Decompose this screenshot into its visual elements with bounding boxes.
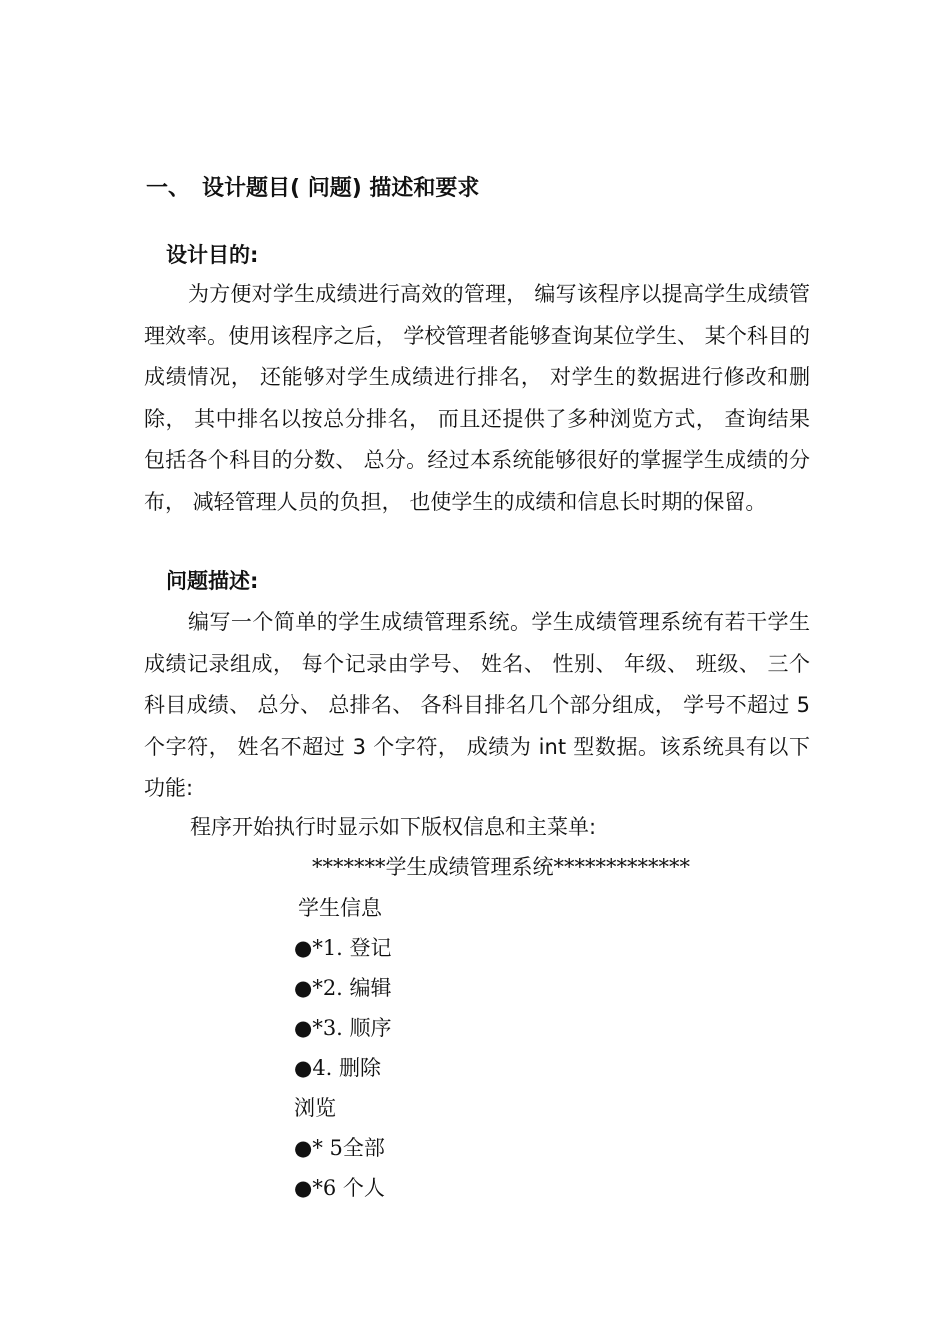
heading-number: 一、 [146, 176, 191, 201]
menu-group-student-info: 学生信息 [298, 896, 382, 920]
section-heading [146, 172, 479, 206]
menu-intro-line: 程序开始执行时显示如下版权信息和主菜单: [190, 815, 597, 839]
menu-item-delete: ●4. 删除 [294, 1056, 382, 1080]
menu-item-register: ●*1. 登记 [294, 936, 392, 960]
menu-item-all: ●* 5全部 [294, 1136, 385, 1160]
menu-group-browse: 浏览 [294, 1096, 336, 1120]
menu-item-order: ●*3. 顺序 [294, 1016, 392, 1040]
problem-description-title: 问题描述: [166, 569, 259, 593]
heading-title: 设计题目( 问题) 描述和要求 [202, 176, 480, 201]
design-purpose-title: 设计目的: [166, 243, 259, 267]
menu-banner: *******学生成绩管理系统************* [312, 855, 690, 879]
menu-item-edit: ●*2. 编辑 [294, 976, 392, 1000]
problem-description-paragraph: 编写一个简单的学生成绩管理系统。学生成绩管理系统有若干学生成绩记录组成， 每个记录由学号、 姓名、 性别、 年级、 班级、 三个科目成绩、 总分、 总排名、 各科目排名几个部分组成， 学号不超过 5 个字符， 姓名不超过 3 个字符， 成绩为 int 型数据。该系统具有以下功能: [144, 610, 810, 800]
menu-item-individual: ●*6 个人 [294, 1176, 385, 1200]
design-purpose-paragraph: 为方便对学生成绩进行高效的管理， 编写该程序以提高学生成绩管理效率。使用该程序之后， 学校管理者能够查询某位学生、 某个科目的成绩情况， 还能够对学生成绩进行排名， 对学生的数据进行修改和删除， 其中排名以按总分排名， 而且还提供了多种浏览方式， 查询结果包括各个科目的分数、 总分。经过本系统能够很好的掌握学生成绩的分布， 减轻管理人员的负担， 也使学生的成绩和信息长时期的保留。 [144, 282, 810, 514]
